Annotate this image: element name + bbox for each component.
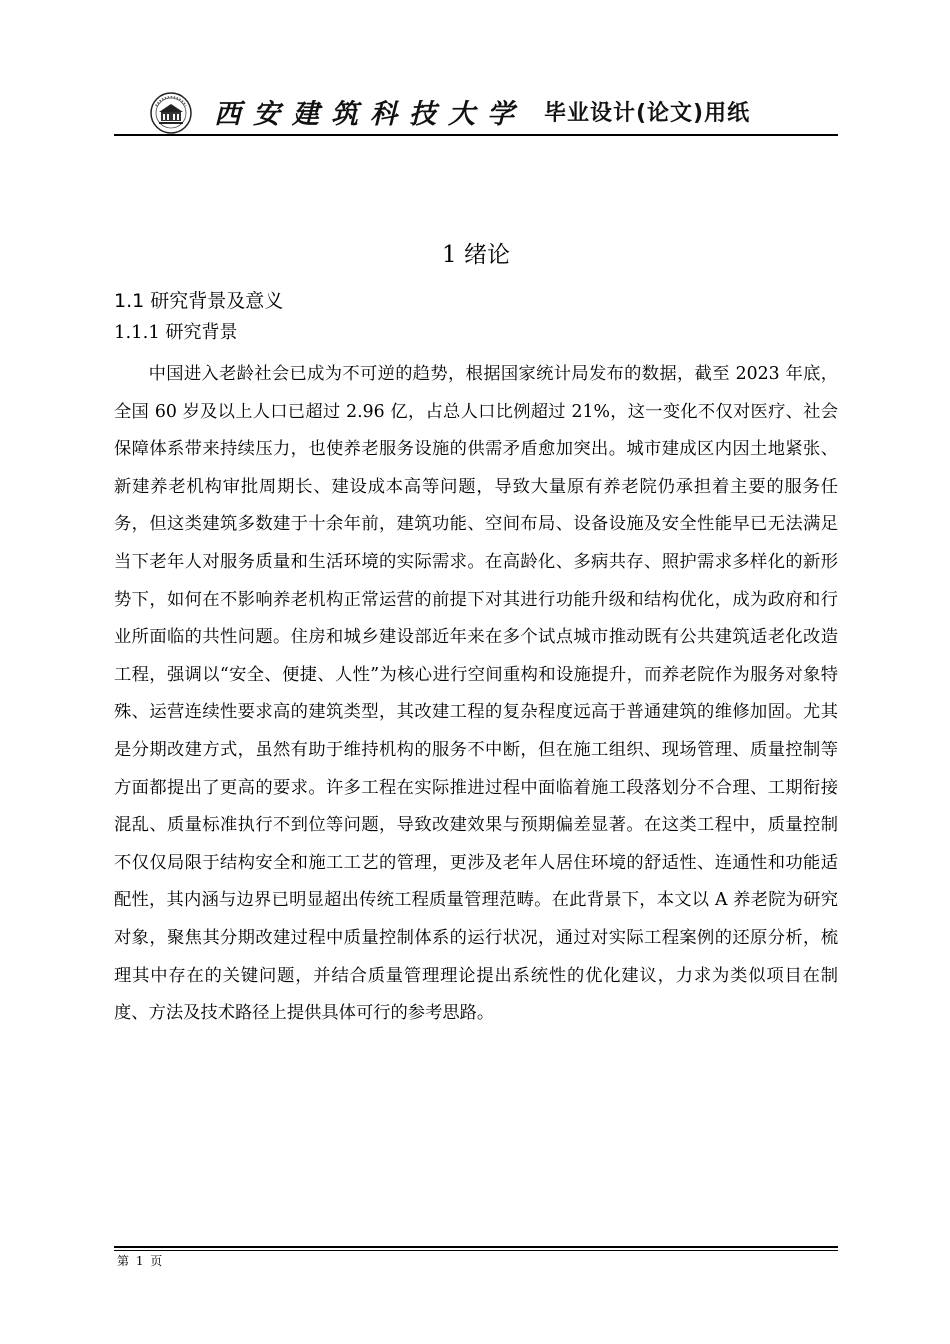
page-number: 第 1 页 xyxy=(117,1254,163,1268)
university-seal-icon xyxy=(150,92,192,134)
footer-divider-thin xyxy=(114,1250,838,1251)
paper-label: 毕业设计(论文)用纸 xyxy=(544,101,751,126)
header-divider xyxy=(114,134,838,136)
body-paragraph: 中国进入老龄社会已成为不可逆的趋势，根据国家统计局发布的数据，截至 2023 年底，全国 60 岁及以上人口已超过 2.96 亿，占总人口比例超过 21%，这一变化不仅对医疗、社会保障体系带来持续压力，也使养老服务设施的供需矛盾愈加突出。城市建成区内因土地紧张、新建养老机构审批周期长、建设成本高等问题，导致大量原有养老院仍承担着主要的服务任务，但这类建筑多数建于十余年前，建筑功能、空间布局、设备设施及安全性能早已无法满足当下老年人对服务质量和生活环境的实际需求。在高龄化、多病共存、照护需求多样化的新形势下，如何在不影响养老机构正常运营的前提下对其进行功能升级和结构优化，成为政府和行业所面临的共性问题。住房和城乡建设部近年来在多个试点城市推动既有公共建筑适老化改造工程，强调以“安全、便捷、人性”为核心进行空间重构和设施提升，而养老院作为服务对象特殊、运营连续性要求高的建筑类型，其改建工程的复杂程度远高于普通建筑的维修加固。尤其是分期改建方式，虽然有助于维持机构的服务不中断，但在施工组织、现场管理、质量控制等方面都提出了更高的要求。许多工程在实际推进过程中面临着施工段落划分不合理、工期衔接混乱、质量标准执行不到位等问题，导致改建效果与预期偏差显著。在这类工程中，质量控制不仅仅局限于结构安全和施工工艺的管理，更涉及老年人居住环境的舒适性、连通性和功能适配性，其内涵与边界已明显超出传统工程质量管理范畴。在此背景下，本文以 A 养老院为研究对象，聚焦其分期改建过程中质量控制体系的运行状况，通过对实际工程案例的还原分析，梳理其中存在的关键问题，并结合质量管理理论提出系统性的优化建议，力求为类似项目在制度、方法及技术路径上提供具体可行的参考思路。 xyxy=(114,364,838,1024)
chapter-title: 1 绪论 xyxy=(442,242,510,268)
page-header xyxy=(114,86,838,136)
university-name: 西安建筑科技大学 xyxy=(214,99,526,130)
subsection-title: 1.1.1 研究背景 xyxy=(114,322,238,343)
footer-divider xyxy=(114,1246,838,1248)
section-title: 1.1 研究背景及意义 xyxy=(114,290,284,312)
